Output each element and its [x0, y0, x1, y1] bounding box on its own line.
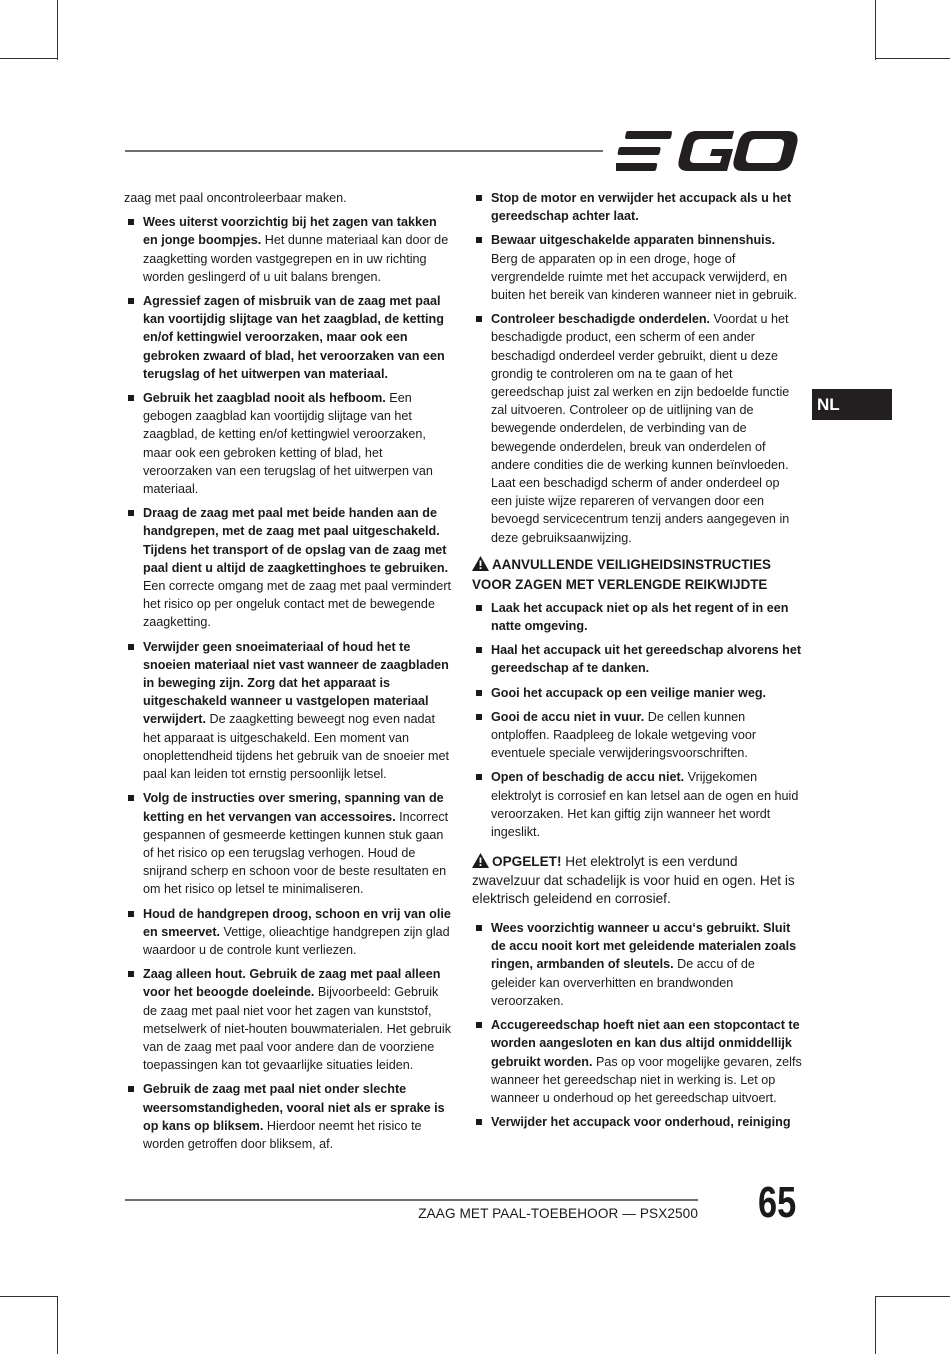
- list-item: Zaag alleen hout. Gebruik de zaag met paal alleen voor het beoogde doeleinde. Bijvoorbeeld: Gebruik de zaag met paal niet voor het zagen van kunststof, metselwerk of niet-houten bouwmaterialen. Het gebruik van de zaag met paal voor andere dan de voorziene toepassingen kan tot gevaarlijke situaties leiden.: [124, 965, 454, 1074]
- ego-logo: [616, 128, 801, 174]
- caution-note: [472, 853, 802, 909]
- warning-icon: [472, 556, 489, 571]
- list-item: Gebruik de zaag met paal niet onder slechte weersomstandigheden, vooral niet als er sprake is op kans op bliksem. Hierdoor neemt het risico te worden getroffen door bliksem, af.: [124, 1080, 454, 1153]
- list-item: Verwijder het accupack voor onderhoud, reiniging: [472, 1113, 802, 1131]
- list-item: Accugereedschap hoeft niet aan een stopcontact te worden aangesloten en kan dus altijd onmiddellijk gebruikt worden. Pas op voor mogelijke gevaren, zelfs wanneer het gereedschap niet in werking is. Let op wanneer u onderhoud op het gereedschap uitvoert.: [472, 1016, 802, 1107]
- caution-text: Het elektrolyt is een verdund zwavelzuur dat schadelijk is voor huid en ogen. Het is elektrisch geleidend en corrosief.: [472, 854, 795, 907]
- list-item: Gebruik het zaagblad nooit als hefboom. Een gebogen zaagblad kan voortijdig slijtage van het zaagblad, de ketting en/of kettingwiel veroorzaken, maar ook een gebroken ketting of blad, het veroorzaken van een terugslag of het uitwerpen van materiaal.: [124, 389, 454, 498]
- list-item: Laak het accupack niet op als het regent of in een natte omgeving.: [472, 599, 802, 635]
- list-item: Verwijder geen snoeimateriaal of houd het te snoeien materiaal niet vast wanneer de zaagbladen in beweging zijn. Zorg dat het apparaat is uitgeschakeld wanneer u vastgelopen materiaal verwijdert. De zaagketting beweegt nog even nadat het apparaat is uitgeschakeld. Een moment van onoplettendheid tijdens het gebruik van de snoeier met paal kan leiden tot ernstig persoonlijk letsel.: [124, 638, 454, 784]
- safety-list-right-b: [472, 599, 802, 841]
- crop-mark: [875, 1296, 950, 1297]
- list-item: Open of beschadig de accu niet. Vrijgekomen elektrolyt is corrosief en kan letsel aan de ogen en huid veroorzaken. Het kan giftig zijn wanneer het wordt ingeslikt.: [472, 768, 802, 841]
- crop-mark: [57, 0, 58, 60]
- crop-mark: [0, 1296, 58, 1297]
- list-item: Haal het accupack uit het gereedschap alvorens het gereedschap af te danken.: [472, 641, 802, 677]
- list-item: Stop de motor en verwijder het accupack als u het gereedschap achter laat.: [472, 189, 802, 225]
- footer-rule: [125, 1199, 698, 1201]
- warning-icon: [472, 853, 489, 868]
- list-item: Draag de zaag met paal met beide handen aan de handgrepen, met de zaag met paal uitgeschakeld. Tijdens het transport of de opslag van de zaag met paal dient u altijd de zaagkettinghoes te gebruiken. Een correcte omgang met de zaag met paal vermindert het risico op per ongeluk contact met de bewegende zaagketting.: [124, 504, 454, 631]
- section-heading: AANVULLENDE VEILIGHEIDSINSTRUCTIES VOOR ZAGEN MET VERLENGDE REIKWIJDTE: [472, 556, 771, 592]
- left-column: [124, 189, 454, 1159]
- list-item: Volg de instructies over smering, spanning van de ketting en het vervangen van accessoires. Incorrect gespannen of gesmeerde kettingen kunnen stuk gaan of het risico op een terugslag verhogen. Houd de snijrand scherp en schoon voor de beste resultaten en om het risico op letsel te minimaliseren.: [124, 789, 454, 898]
- page-number: 65: [758, 1178, 797, 1227]
- safety-list-right-c: [472, 919, 802, 1131]
- list-item: Wees uiterst voorzichtig bij het zagen van takken en jonge boompjes. Het dunne materiaal kan door de zaagketting worden vastgegrepen en in uw richting worden geslingerd of u uit balans brengen.: [124, 213, 454, 286]
- safety-list-left: [124, 213, 454, 1153]
- safety-list-right-a: [472, 189, 802, 547]
- crop-mark: [0, 58, 58, 59]
- crop-mark: [875, 58, 950, 59]
- list-item: Controleer beschadigde onderdelen. Voordat u het beschadigde product, een scherm of een ander beschadigd onderdeel verder gebruikt, dient u deze grondig te controleren om na te gaan of het gereedschap juist zal werken en zijn bedoelde functie zal uitvoeren. Controleer op de uitlijning van de bewegende onderdelen, de verbinding van de bewegende onderdelen, breuk van onderdelen of andere condities die de werking kunnen beïnvloeden. Laat een beschadigd scherm of ander onderdeel op een juiste wijze repareren of vervangen door een bevoegd servicecentrum tenzij anders aangegeven in deze gebruiksaanwijzing.: [472, 310, 802, 547]
- footer-title: ZAAG MET PAAL-TOEBEHOOR — PSX2500: [418, 1206, 698, 1221]
- list-item: Agressief zagen of misbruik van de zaag met paal kan voortijdig slijtage van het zaagblad, de ketting en/of kettingwiel veroorzaken, maar ook een gebroken zwaard of blad, het veroorzaken van een terugslag of het uitwerpen van materiaal.: [124, 292, 454, 383]
- crop-mark: [875, 0, 876, 60]
- header-rule: [125, 150, 603, 152]
- list-item: Gooi de accu niet in vuur. De cellen kunnen ontploffen. Raadpleeg de lokale wetgeving voor eventuele speciale verwijderingsvoorschriften.: [472, 708, 802, 763]
- language-tab: NL: [812, 389, 892, 420]
- list-item: Gooi het accupack op een veilige manier weg.: [472, 684, 802, 702]
- crop-mark: [875, 1296, 876, 1354]
- right-column: [472, 189, 802, 1137]
- list-item: Houd de handgrepen droog, schoon en vrij van olie en smeervet. Vettige, olieachtige handgrepen zijn glad waardoor u de controle kunt verliezen.: [124, 905, 454, 960]
- intro-text: zaag met paal oncontroleerbaar maken.: [124, 191, 347, 205]
- list-item: Bewaar uitgeschakelde apparaten binnenshuis. Berg de apparaten op in een droge, hoge of vergrendelde ruimte met het accupack verwijderd, en buiten het bereik van kinderen wanneer niet in gebruik.: [472, 231, 802, 304]
- list-item: Wees voorzichtig wanneer u accu‘s gebruikt. Sluit de accu nooit kort met geleidende materialen zoals ringen, armbanden of sleutels. De accu of de geleider kan oververhitten en brandwonden veroorzaken.: [472, 919, 802, 1010]
- caution-label: OPGELET!: [492, 854, 562, 870]
- crop-mark: [57, 1296, 58, 1354]
